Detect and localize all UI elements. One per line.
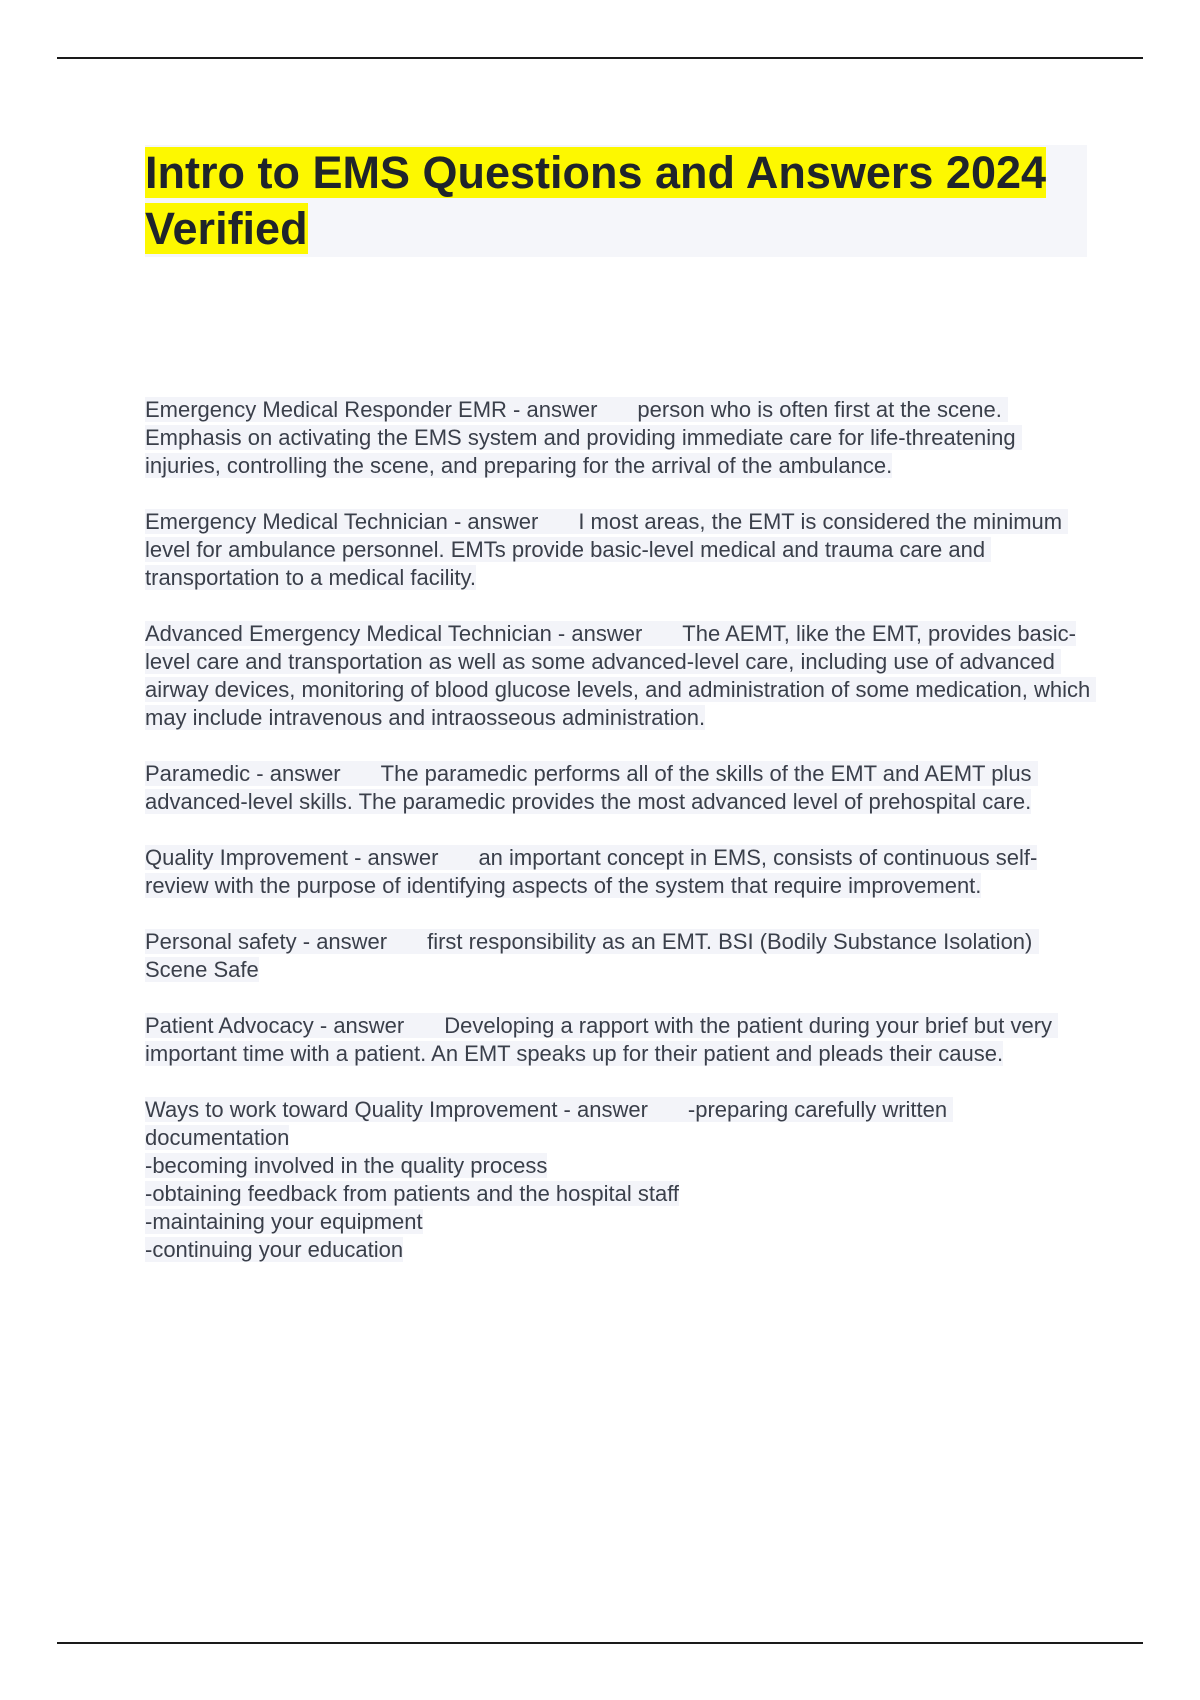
qa-answer: first responsibility as an EMT. BSI (Bodily Substance Isolation) Scene Safe (145, 929, 1039, 982)
qa-term: Ways to work toward Quality Improvement - answer (145, 1097, 648, 1122)
qa-item-quality-improvement (145, 844, 1095, 900)
qa-term: Personal safety - answer (145, 929, 388, 954)
qa-answer: -preparing carefully written documentation -becoming involved in the quality process -obtaining feedback from patients and the hospital staff -maintaining your equipment -continuing your education (145, 1097, 948, 1262)
qa-term: Paramedic - answer (145, 761, 341, 786)
qa-answer: The paramedic performs all of the skills of the EMT and AEMT plus advanced-level skills. The paramedic provides the most advanced level of prehospital care. (145, 761, 1038, 814)
qa-term: Emergency Medical Technician - answer (145, 509, 539, 534)
qa-item-paramedic (145, 760, 1095, 816)
qa-answer: Developing a rapport with the patient during your brief but very important time with a patient. An EMT speaks up for their patient and pleads their cause. (145, 1013, 1059, 1066)
bottom-rule (57, 1642, 1143, 1644)
qa-term: Patient Advocacy - answer (145, 1013, 405, 1038)
qa-answer: an important concept in EMS, consists of continuous self-review with the purpose of identifying aspects of the system that require improvement. (145, 845, 1038, 898)
top-rule (57, 57, 1143, 59)
qa-list (145, 396, 1095, 1292)
document-title (145, 145, 1087, 257)
qa-item-personal-safety (145, 928, 1095, 984)
qa-item-patient-advocacy (145, 1012, 1095, 1068)
qa-item-aemt (145, 620, 1095, 732)
qa-item-qi-ways (145, 1096, 1095, 1264)
qa-answer: I most areas, the EMT is considered the minimum level for ambulance personnel. EMTs provide basic-level medical and trauma care and transportation to a medical facility. (145, 509, 1069, 590)
title-block (145, 145, 1087, 257)
qa-item-emr (145, 396, 1095, 480)
document-title-text: Intro to EMS Questions and Answers 2024 Verified (145, 147, 1047, 254)
qa-answer: The AEMT, like the EMT, provides basic-level care and transportation as well as some advanced-level care, including use of advanced airway devices, monitoring of blood glucose levels, and administration of some medication, which may include intravenous and intraosseous administration. (145, 621, 1097, 730)
qa-term: Quality Improvement - answer (145, 845, 439, 870)
qa-item-emt (145, 508, 1095, 592)
qa-term: Advanced Emergency Medical Technician - answer (145, 621, 643, 646)
qa-term: Emergency Medical Responder EMR - answer (145, 397, 598, 422)
qa-answer: person who is often first at the scene. Emphasis on activating the EMS system and providing immediate care for life-threatening injuries, controlling the scene, and preparing for the arrival of the ambulance. (145, 397, 1022, 478)
